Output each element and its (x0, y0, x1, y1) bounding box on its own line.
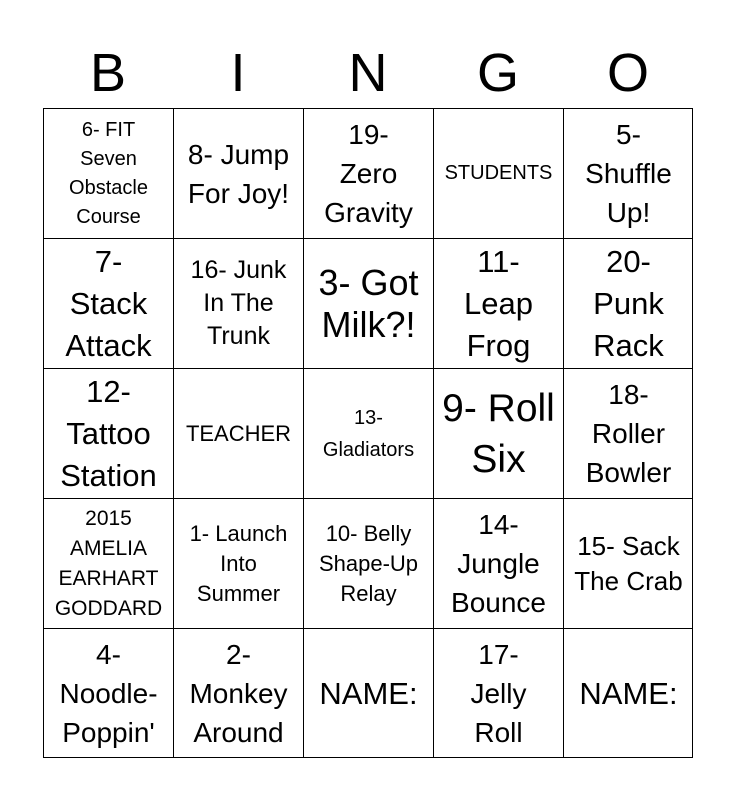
cell-text: 7- Stack Attack (65, 243, 152, 363)
cell-text: TEACHER (185, 420, 292, 446)
header-letter-g: G (476, 43, 519, 103)
bingo-cell-r2-c3[interactable] (303, 238, 433, 368)
bingo-header (43, 38, 693, 108)
cell-text: 10- Belly Shape-Up Relay (318, 520, 419, 606)
bingo-cell-r5-c5[interactable] (563, 628, 693, 758)
bingo-cell-r5-c3[interactable] (303, 628, 433, 758)
bingo-grid (43, 108, 693, 758)
bingo-cell-r3-c1[interactable] (43, 368, 173, 498)
cell-text: 6- FIT Seven Obstacle Course (69, 118, 148, 228)
header-letter-b: B (89, 43, 127, 103)
bingo-cell-r3-c2[interactable] (173, 368, 303, 498)
cell-text: 16- Junk In The Trunk (190, 256, 287, 350)
cell-text: 9- Roll Six (442, 386, 555, 481)
bingo-cell-r1-c2[interactable] (173, 108, 303, 238)
bingo-cell-r1-c5[interactable] (563, 108, 693, 238)
bingo-cell-r5-c1[interactable] (43, 628, 173, 758)
bingo-cell-r3-c3[interactable] (303, 368, 433, 498)
cell-text: 2015 AMELIA EARHART GODDARD (54, 506, 163, 620)
bingo-cell-r2-c1[interactable] (43, 238, 173, 368)
cell-text: 5- Shuffle Up! (585, 119, 672, 228)
header-letter-o: O (606, 43, 649, 103)
cell-text: 1- Launch Into Summer (189, 520, 288, 606)
bingo-cell-r1-c3[interactable] (303, 108, 433, 238)
cell-text: 19- Zero Gravity (324, 119, 413, 228)
bingo-cell-r4-c4[interactable] (433, 498, 563, 628)
cell-text: STUDENTS (444, 162, 553, 184)
cell-text: 15- Sack The Crab (574, 530, 683, 596)
bingo-cell-r2-c4[interactable] (433, 238, 563, 368)
cell-text: NAME: (579, 675, 678, 711)
cell-text: 18- Roller Bowler (585, 379, 672, 488)
cell-text: 8- Jump For Joy! (187, 138, 290, 209)
cell-text: 20- Punk Rack (593, 243, 664, 363)
cell-text: 2- Monkey Around (189, 639, 288, 748)
cell-text: 3- Got Milk?! (318, 261, 419, 345)
cell-text: 14- Jungle Bounce (451, 509, 546, 618)
bingo-cell-r1-c4[interactable] (433, 108, 563, 238)
cell-text: 12- Tattoo Station (60, 373, 157, 493)
bingo-cell-r4-c1[interactable] (43, 498, 173, 628)
bingo-cell-r3-c5[interactable] (563, 368, 693, 498)
bingo-cell-r2-c2[interactable] (173, 238, 303, 368)
bingo-cell-r4-c5[interactable] (563, 498, 693, 628)
bingo-cell-r3-c4[interactable] (433, 368, 563, 498)
header-letter-n: N (348, 43, 388, 103)
bingo-cell-r5-c4[interactable] (433, 628, 563, 758)
cell-text: NAME: (319, 675, 418, 711)
cell-text: 13- Gladiators (322, 406, 415, 461)
cell-text: 4- Noodle- Poppin' (59, 639, 158, 748)
bingo-cell-r4-c3[interactable] (303, 498, 433, 628)
bingo-cell-r1-c1[interactable] (43, 108, 173, 238)
cell-text: 11- Leap Frog (464, 243, 533, 363)
bingo-cell-r4-c2[interactable] (173, 498, 303, 628)
header-letter-i: I (230, 43, 246, 103)
bingo-cell-r5-c2[interactable] (173, 628, 303, 758)
bingo-cell-r2-c5[interactable] (563, 238, 693, 368)
cell-text: 17- Jelly Roll (470, 639, 527, 748)
